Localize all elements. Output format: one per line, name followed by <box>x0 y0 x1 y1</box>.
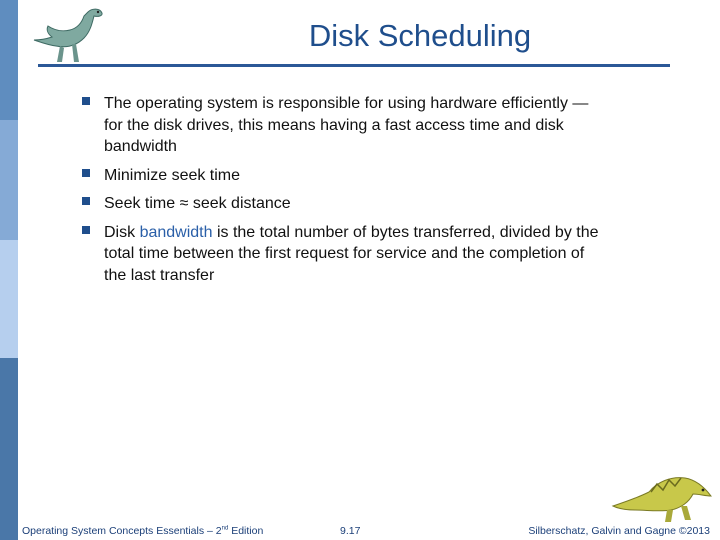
list-item <box>82 193 602 215</box>
footer-course-end: Edition <box>228 525 264 537</box>
page-number: 9.17 <box>340 525 361 537</box>
bullet-text: Minimize seek time <box>104 166 241 184</box>
bullet-square-icon <box>82 226 90 234</box>
sidebar-block <box>0 120 18 240</box>
highlighted-term: bandwidth <box>139 223 213 241</box>
bullet-text-pre: Disk <box>104 223 140 241</box>
title-divider <box>38 64 670 67</box>
page-title: Disk Scheduling <box>308 18 532 53</box>
list-item <box>82 165 602 187</box>
sidebar-block <box>0 0 18 120</box>
sidebar-block <box>0 240 18 358</box>
bullet-square-icon <box>82 197 90 205</box>
bullet-text: The operating system is responsible for using hardware efficiently — for the disk drives, this means having a fast access time and disk bandwidth <box>104 95 589 155</box>
list-item <box>82 222 602 287</box>
footer-course-sup: nd <box>221 525 229 532</box>
bullet-square-icon <box>82 169 90 177</box>
footer-course-text: Operating System Concepts Essentials – 2 <box>22 525 222 537</box>
bullet-text: Seek time ≈ seek distance <box>104 195 291 212</box>
dinosaur-icon <box>26 4 108 70</box>
footer-course <box>22 525 263 537</box>
bullet-text-post: is the total number of bytes transferred, divided by the total time between the first request for service and the completion of the last transfer <box>104 223 599 284</box>
dinosaur-icon <box>607 462 717 524</box>
sidebar-block <box>0 358 18 540</box>
footer-authors: Silberschatz, Galvin and Gagne ©2013 <box>528 525 710 537</box>
sidebar-stripe <box>0 0 18 540</box>
bullet-text <box>104 224 599 284</box>
bullet-square-icon <box>82 97 90 105</box>
bullet-list <box>82 93 602 293</box>
list-item <box>82 93 602 158</box>
